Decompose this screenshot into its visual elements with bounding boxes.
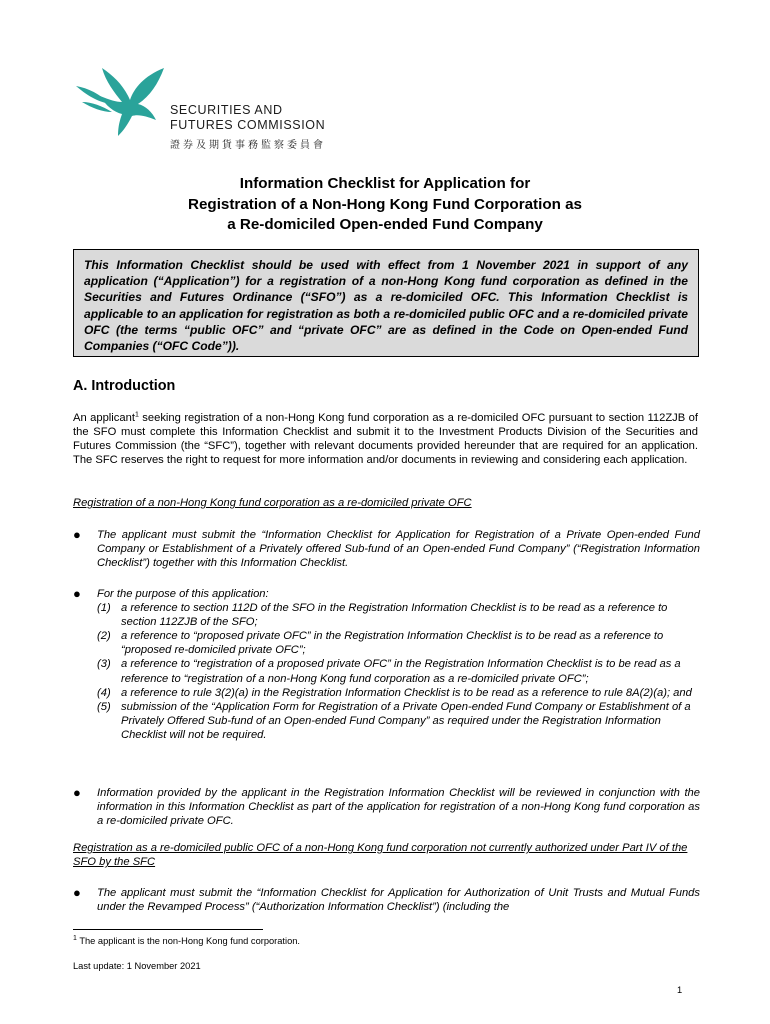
footnote-divider (73, 929, 263, 930)
footnote-text: The applicant is the non-Hong Kong fund corporation. (76, 936, 301, 946)
bullet-item (73, 587, 700, 742)
bullet-text: For the purpose of this application: (97, 588, 269, 600)
bullet-text: The applicant must submit the “Information Checklist for Application for Registration of a Private Open-ended Fund Company or Establishment of a Privately offered Sub-fund of an Open-ended Fund Company” (“Registration Information Checklist”) together with this Information Checklist. (97, 529, 700, 570)
title-line-1: Information Checklist for Application for (239, 175, 531, 192)
intro-paragraph (73, 411, 698, 467)
last-update: Last update: 1 November 2021 (73, 961, 201, 971)
notice-text: This Information Checklist should be used with effect from 1 November 2021 in support of any application (“Application”) for a registration of a non-Hong Kong fund corporation as defined in the Securities and Futures Ordinance (“SFO”) as a re-domiciled OFC. This Information Checklist is applicable to an application for registration as both a re-domiciled public OFC and a re-domiciled private OFC (the terms “public OFC” and “private OFC” are as defined in the Code on Open-ended Fund Companies (“OFC Code”)). (84, 258, 688, 354)
title-line-2: Registration of a Non-Hong Kong Fund Corporation as (188, 195, 582, 213)
bullet-text: Information provided by the applicant in the Registration Information Checklist will be reviewed in conjunction with the information in this Information Checklist as part of the application for registration of a non-Hong Kong fund corporation as a re-domiciled private OFC. (97, 787, 700, 828)
list-item: (2) a reference to “proposed private OFC” in the Registration Information Checklist is to be read as a reference to “proposed re-domiciled private OFC”; (97, 630, 664, 657)
footnote (73, 936, 300, 946)
bullet-icon: ● (73, 527, 81, 542)
intro-text-start: An applicant (73, 412, 135, 424)
bullet-icon: ● (73, 885, 81, 900)
bullet-icon: ● (73, 586, 81, 601)
footnote-mark: 1 (73, 934, 77, 942)
list-item: (5) submission of the “Application Form for Registration of a Private Open-ended Fund Company or Establishment of a Privately Offered Sub-fund of an Open-ended Fund Company” as required under the Registration Information Checklist will not be required. (97, 700, 691, 741)
section-a-heading: A. Introduction (73, 378, 176, 394)
bullet-icon: ● (73, 785, 81, 800)
subheading-private-ofc: Registration of a non-Hong Kong fund corporation as a re-domiciled private OFC (73, 497, 472, 509)
bullet-item (73, 528, 700, 570)
numbered-list (97, 601, 700, 742)
footnote-reference[interactable]: 1 (134, 411, 139, 419)
page-number: 1 (677, 985, 683, 995)
document-title (60, 174, 710, 236)
sfc-eagle-icon (74, 66, 174, 138)
bullet-item (73, 886, 700, 914)
logo-name-line1: SECURITIES AND (170, 103, 283, 117)
logo-name-line2: FUTURES COMMISSION (170, 118, 326, 132)
list-item: (4) a reference to rule 3(2)(a) in the Registration Information Checklist is to be read as a reference to rule 8A(2)(a); and (97, 686, 692, 699)
bullet-item (73, 786, 700, 828)
list-item: (1) a reference to section 112D of the SFO in the Registration Information Checklist is to be read as a reference to section 112ZJB of the SFO; (97, 602, 668, 629)
sfc-logo (74, 66, 344, 156)
notice-box (73, 249, 699, 357)
intro-text-rest: seeking registration of a non-Hong Kong fund corporation as a re-domiciled OFC pursuant to section 112ZJB of the SFO must complete this Information Checklist and submit it to the Investment Products Division of the Securities and Futures Commission (the “SFC”), together with relevant documents provided hereunder that are required for an application. The SFC reserves the right to request for more information and/or documents in reviewing and considering each application. (73, 412, 699, 467)
title-line-3: a Re-domiciled Open-ended Fund Company (227, 216, 543, 233)
list-item: (3) a reference to “registration of a proposed private OFC” in the Registration Information Checklist is to be read as a reference to “registration of a non-Hong Kong fund corporation as a re-domiciled private OFC”; (97, 658, 681, 685)
subheading-public-ofc: Registration as a re-domiciled public OFC of a non-Hong Kong fund corporation not currently authorized under Part IV of the SFO by the SFC (73, 842, 688, 869)
bullet-text: The applicant must submit the “Information Checklist for Application for Authorization of Unit Trusts and Mutual Funds under the Revamped Process” (“Authorization Information Checklist”) (including the (97, 887, 700, 914)
logo-name-zh: 證券及期貨事務監察委員會 (170, 140, 326, 151)
